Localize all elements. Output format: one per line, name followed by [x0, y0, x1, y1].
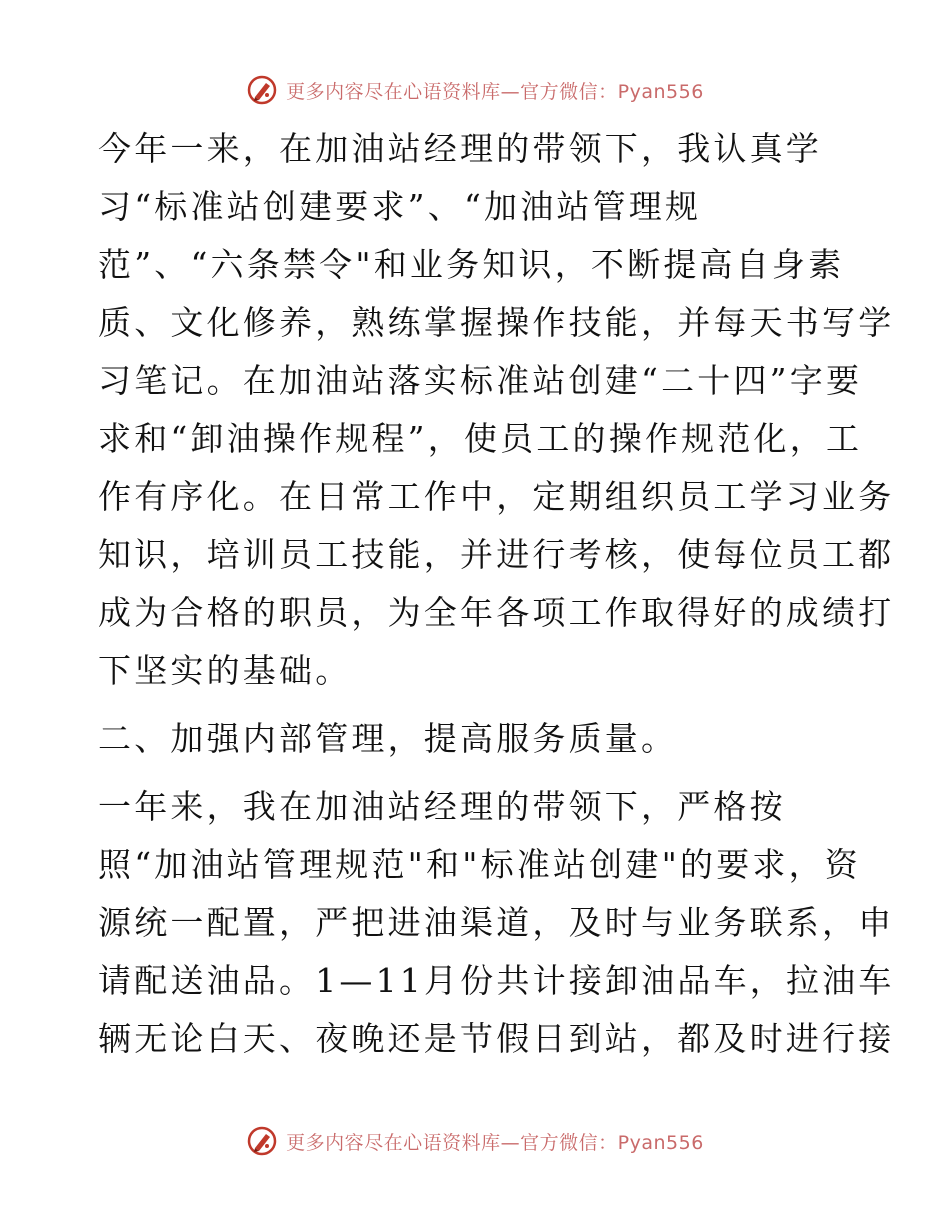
footer-watermark	[0, 1121, 950, 1161]
watermark-text: 更多内容尽在心语资料库—官方微信：Pyan556	[286, 1131, 704, 1154]
text-line: 习“标准站创建要求”、“加油站管理规	[98, 187, 702, 226]
header-watermark	[0, 70, 950, 110]
text-line: 二、加强内部管理，提高服务质量。	[98, 719, 678, 758]
paragraph-2	[98, 778, 895, 1068]
pen-logo-icon	[246, 74, 278, 106]
text-line: 辆无论白天、夜晚还是节假日到站，都及时进行接	[98, 1019, 895, 1058]
text-line: 源统一配置，严把进油渠道，及时与业务联系，申	[98, 903, 895, 942]
text-line: 下坚实的基础。	[98, 651, 352, 690]
pen-logo-icon	[246, 1125, 278, 1157]
watermark-text: 更多内容尽在心语资料库—官方微信：Pyan556	[286, 80, 704, 103]
text-line: 今年一来，在加油站经理的带领下，我认真学	[98, 129, 822, 168]
text-line: 成为合格的职员，为全年各项工作取得好的成绩打	[98, 593, 895, 632]
paragraph-1	[98, 120, 895, 700]
text-line: 作有序化。在日常工作中，定期组织员工学习业务	[98, 477, 895, 516]
text-line: 范”、“六条禁令"和业务知识，不断提高自身素	[98, 245, 845, 284]
text-line: 求和“卸油操作规程”，使员工的操作规范化，工	[98, 419, 863, 458]
document-body	[98, 120, 895, 1068]
text-line: 知识，培训员工技能，并进行考核，使每位员工都	[98, 535, 895, 574]
text-line: 一年来，我在加油站经理的带领下，严格按	[98, 787, 786, 826]
text-line: 请配送油品。1—11月份共计接卸油品车，拉油车	[98, 961, 895, 1000]
text-line: 习笔记。在加油站落实标准站创建“二十四”字要	[98, 361, 863, 400]
section-heading	[98, 710, 850, 768]
text-line: 照“加油站管理规范"和"标准站创建"的要求，资	[98, 845, 862, 884]
text-line: 质、文化修养，熟练掌握操作技能，并每天书写学	[98, 303, 895, 342]
